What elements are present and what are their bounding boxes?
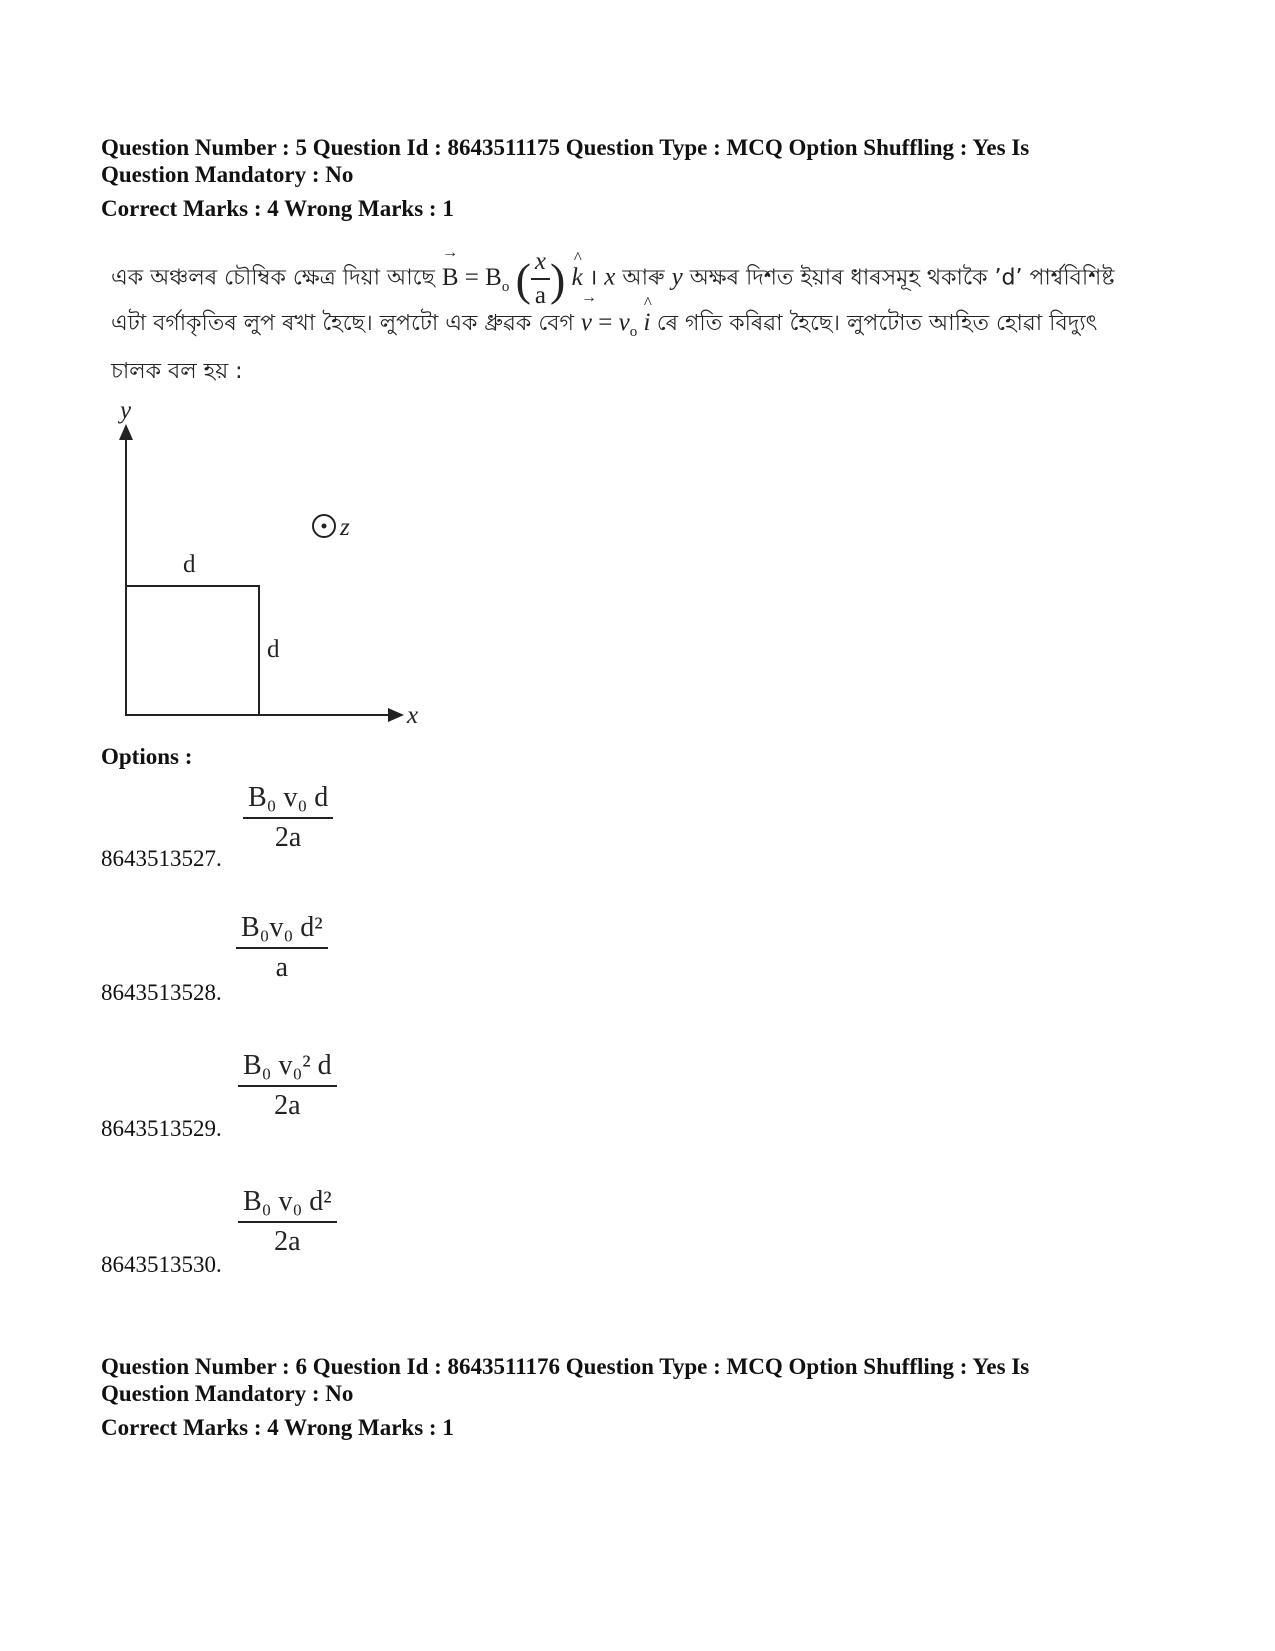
option-1-formula [243, 782, 333, 854]
question-line-2 [111, 306, 1097, 343]
field-equation [441, 248, 589, 309]
b0-subscript: o [501, 278, 510, 295]
question-6-header-line1: Question Number : 6 Question Id : 8643511176 Question Type : MCQ Option Shuffling : Yes Is [101, 1354, 1030, 1379]
z-direction-dot [322, 524, 327, 529]
equals-sign: = [464, 263, 486, 291]
text-segment: ৰে গতি কৰিৱা হৈছে। লুপটোত আহিত হোৱা বিদ্যুৎ [656, 311, 1098, 336]
option-3-numerator: B₀ v₀² d [238, 1050, 337, 1087]
question-5-header [101, 134, 1181, 188]
z-axis-label: z [340, 514, 350, 541]
option-1-denominator: 2a [274, 822, 302, 853]
option-4-denominator: 2a [274, 1226, 301, 1257]
question-5-header-line2: Question Mandatory : No [101, 162, 354, 187]
x-symbol: x [604, 263, 616, 291]
square-loop-figure [100, 400, 440, 740]
y-axis-label: y [120, 400, 132, 424]
options-label: Options : [101, 744, 193, 769]
text-segment: । [588, 265, 605, 291]
question-5-header-line1: Question Number : 5 Question Id : 8643511175 Question Type : MCQ Option Shuffling : Yes Is [101, 135, 1030, 160]
option-2-formula [236, 912, 328, 984]
option-3-formula [238, 1050, 337, 1122]
option-4-numerator: B₀ v₀ d² [238, 1186, 337, 1223]
right-side-label: d [267, 636, 280, 663]
right-paren: ) [550, 253, 566, 305]
question-line-3: চালক বল হয় : [111, 359, 243, 384]
question-5-marks: Correct Marks : 4 Wrong Marks : 1 [101, 196, 454, 221]
fraction-denominator: a [534, 282, 546, 309]
b0-symbol [485, 263, 510, 295]
option-4-formula [238, 1186, 337, 1258]
option-3-denominator: 2a [274, 1090, 301, 1121]
option-2-number: 8643513528. [101, 980, 222, 1005]
x-axis-label: x [407, 702, 419, 729]
option-2-numerator: B₀v₀ d² [236, 912, 328, 949]
v0-letter: v [618, 309, 630, 336]
vector-v: → v [581, 309, 592, 337]
question-6-header [101, 1353, 1181, 1407]
square-loop [126, 586, 259, 715]
equals-sign: = [592, 309, 619, 336]
option-1-number: 8643513527. [101, 846, 222, 871]
x-over-a-fraction [531, 248, 550, 310]
text-segment: আৰু [615, 265, 672, 291]
option-4-number: 8643513530. [101, 1252, 222, 1277]
left-paren: ( [515, 253, 531, 305]
unit-vector-k: ^ k [572, 264, 583, 292]
unit-vector-i: ^ i [643, 309, 650, 337]
question-6-marks: Correct Marks : 4 Wrong Marks : 1 [101, 1415, 454, 1440]
text-segment: এক অঞ্চলৰ চৌম্বিক ক্ষেত্ৰ দিয়া আছে [111, 265, 435, 291]
y-symbol: y [671, 263, 683, 291]
text-segment: অক্ষৰ দিশত ইয়াৰ ধাৰসমূহ থকাকৈ ’d’ পাৰ্শ্ববিশিষ্ট [682, 265, 1115, 291]
top-side-label: d [183, 551, 196, 578]
question-6-header-line2: Question Mandatory : No [101, 1381, 354, 1406]
velocity-equation [580, 309, 657, 340]
fraction-numerator: x [531, 248, 550, 280]
vector-B: → B [442, 264, 459, 292]
question-line-1 [111, 248, 1114, 310]
x-axis-arrowhead [388, 708, 404, 722]
text-segment: এটা বৰ্গাকৃতিৰ লুপ ৰখা হৈছে। লুপটো এক ধ্ৰুৱক বেগ [111, 311, 574, 336]
option-2-denominator: a [275, 952, 289, 983]
v0-subscript: o [629, 324, 638, 340]
option-3-number: 8643513529. [101, 1116, 222, 1141]
b0-letter: B [485, 263, 502, 291]
question-5-text [111, 240, 1181, 400]
y-axis-arrowhead [119, 424, 133, 440]
option-1-numerator: B₀ v₀ d [243, 782, 333, 819]
